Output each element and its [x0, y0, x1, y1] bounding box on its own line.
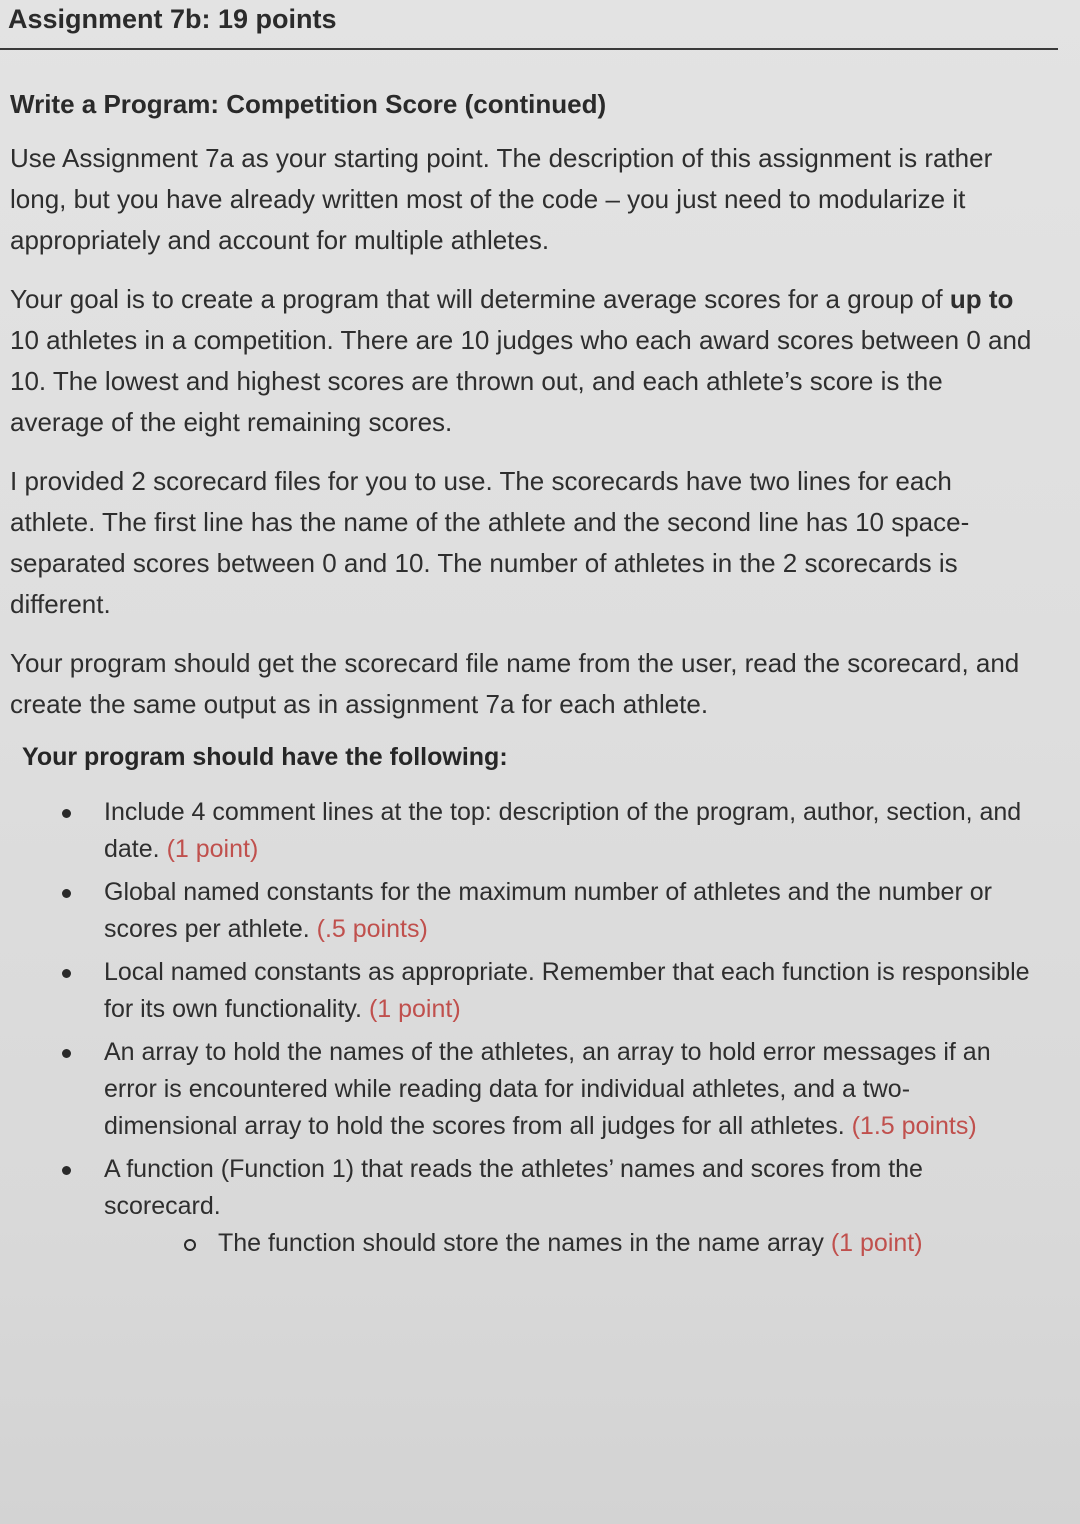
- requirement-text: Global named constants for the maximum number of athletes and the number or scores per athlete.: [104, 877, 992, 943]
- requirements-list: [10, 794, 1038, 1262]
- requirement-points: (1 point): [166, 834, 259, 863]
- paragraph-program-input: Your program should get the scorecard file name from the user, read the scorecard, and create the same output as in assignment 7a for each athlete.: [10, 647, 1020, 719]
- assignment-header: [0, 0, 1058, 50]
- bullet-icon: [62, 969, 71, 978]
- requirement-text: An array to hold the names of the athletes, an array to hold error messages if an error is encountered while reading data for individual athletes, and a two-dimensional array to hold the scores from all judges for all athletes.: [104, 1037, 991, 1140]
- requirement-points: (1 point): [368, 994, 461, 1023]
- requirements-title: Your program should have the following:: [22, 742, 508, 771]
- sub-requirement-text: The function should store the names in the name array: [218, 1228, 831, 1257]
- sub-requirement-item: [184, 1225, 1038, 1262]
- requirement-item: [60, 954, 1038, 1028]
- bullet-icon: [62, 809, 71, 818]
- bullet-icon: [62, 889, 71, 898]
- requirement-text: A function (Function 1) that reads the athletes’ names and scores from the scorecard.: [104, 1154, 923, 1220]
- paragraph-goal: [10, 279, 1038, 443]
- paragraph-starting-point: Use Assignment 7a as your starting point. The description of this assignment is rather long, but you have already written most of the code – you just need to modularize it appropriately and account for multiple athletes.: [10, 142, 993, 255]
- sub-requirements-list: [104, 1225, 1038, 1262]
- section-title: Write a Program: Competition Score (continued): [10, 89, 607, 119]
- requirement-item: [60, 794, 1038, 868]
- requirement-item: [60, 1151, 1038, 1262]
- bullet-icon: [62, 1049, 71, 1058]
- bullet-icon: [62, 1166, 71, 1175]
- goal-text-bold: up to: [949, 283, 1014, 314]
- paragraph-scorecards: I provided 2 scorecard files for you to use. The scorecards have two lines for each athlete. The first line has the name of the athlete and the second line has 10 space-separated scores between 0 and 10. The number of athletes in the 2 scorecards is different.: [10, 465, 970, 619]
- requirement-text: Include 4 comment lines at the top: description of the program, author, section, and date.: [104, 797, 1022, 863]
- requirement-item: [60, 874, 1038, 948]
- sub-requirement-points: (1 point): [830, 1228, 923, 1257]
- requirement-item: [60, 1034, 1038, 1145]
- requirement-text: Local named constants as appropriate. Remember that each function is responsible for its own functionality.: [104, 957, 1030, 1023]
- requirement-points: (.5 points): [316, 914, 428, 943]
- assignment-title: Assignment 7b: 19 points: [8, 4, 337, 34]
- goal-text-end: 10 athletes in a competition. There are 10 judges who each award scores between 0 and 10. The lowest and highest scores are thrown out, and each athlete’s score is the average of the eight remaining scores.: [10, 324, 1032, 437]
- circle-bullet-icon: [184, 1239, 196, 1251]
- requirement-points: (1.5 points): [851, 1111, 977, 1140]
- assignment-body: [10, 88, 1038, 1268]
- goal-text-start: Your goal is to create a program that will determine average scores for a group of: [10, 283, 950, 314]
